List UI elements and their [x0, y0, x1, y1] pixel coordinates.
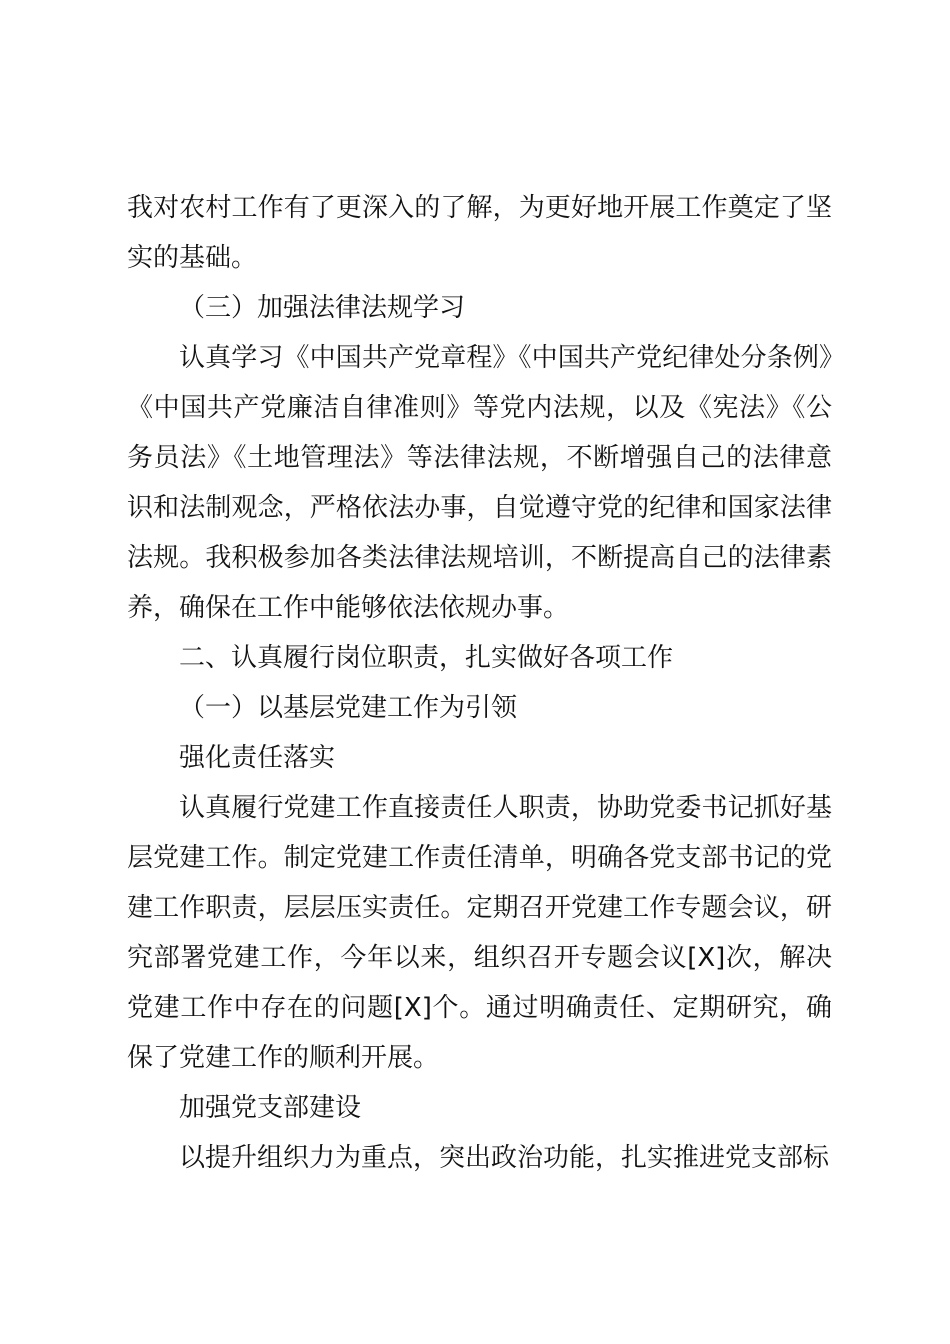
section-heading-duties: 二、认真履行岗位职责，扎实做好各项工作	[179, 643, 674, 673]
subsection-heading-party-building: （一）以基层党建工作为引领	[179, 693, 518, 723]
paragraph-responsibility: 认真履行党建工作直接责任人职责，协助党委书记抓好基层党建工作。制定党建工作责任清单，明确各党支部书记的党建工作职责，层层压实责任。定期召开党建工作专题会议，研究部署党建工作，今年以来，组织召开专题会议[X]次，解决党建工作中存在的问题[X]个。通过明确责任、定期研究，确保了党建工作的顺利开展。	[127, 793, 832, 1073]
paragraph-branch-building: 以提升组织力为重点，突出政治功能，扎实推进党支部标	[179, 1143, 830, 1173]
document-body	[127, 183, 832, 1183]
subheading-responsibility: 强化责任落实	[179, 743, 336, 773]
paragraph-law-study: 认真学习《中国共产党章程》《中国共产党纪律处分条例》《中国共产党廉洁自律准则》等党内法规，以及《宪法》《公务员法》《土地管理法》等法律法规，不断增强自己的法律意识和法制观念，严格依法办事，自觉遵守党的纪律和国家法律法规。我积极参加各类法律法规培训，不断提高自己的法律素养，确保在工作中能够依法依规办事。	[127, 343, 832, 623]
section-heading-law-study: （三）加强法律法规学习	[179, 293, 466, 323]
subheading-branch-building: 加强党支部建设	[179, 1093, 362, 1123]
paragraph-continuation: 我对农村工作有了更深入的了解，为更好地开展工作奠定了坚实的基础。	[127, 193, 832, 273]
